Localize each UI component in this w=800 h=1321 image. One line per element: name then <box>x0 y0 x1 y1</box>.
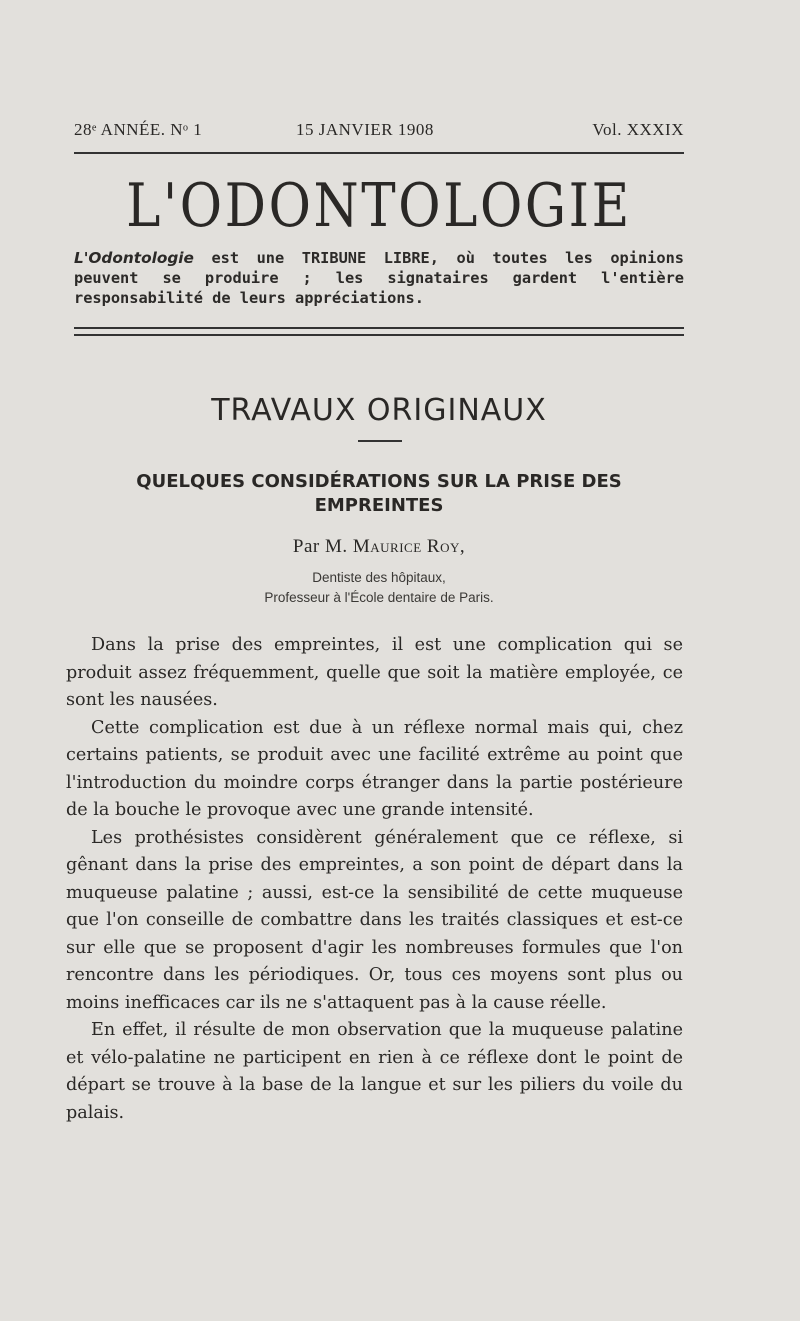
double-rule-divider <box>74 327 684 336</box>
byline-prefix: Par M. <box>292 536 353 557</box>
volume-number: Vol. XXXIX <box>592 120 684 139</box>
tribune-journal-name: L'Odontologie <box>74 249 194 267</box>
article-title: QUELQUES CONSIDÉRATIONS SUR LA PRISE DES EMPREINTES <box>136 471 622 516</box>
section-title: TRAVAUX ORIGINAUX <box>211 393 547 428</box>
article-body <box>66 632 683 1127</box>
section-rule <box>358 440 402 442</box>
byline <box>74 536 684 558</box>
author-affiliations <box>74 568 684 608</box>
issue-date: 15 JANVIER 1908 <box>296 120 434 139</box>
paragraph: Cette complication est due à un réflexe normal mais qui, chez certains patients, se produit avec une facilité extrême au point que l'introduction du moindre corps étranger dans la partie postérieure de la bouche le provoque avec une grande intensité. <box>66 717 683 820</box>
paragraph: En effet, il résulte de mon observation que la muqueuse palatine et vélo-palatine ne participent en rien à ce réflexe dont le point de départ se trouve à la base de la langue et sur les piliers du voile du palais. <box>66 1020 683 1123</box>
affiliation-line-1: Dentiste des hôpitaux, <box>312 570 446 585</box>
tribune-notice <box>74 248 684 308</box>
paragraph: Dans la prise des empreintes, il est une complication qui se produit assez fréquemment, quelle que soit la matière employée, ce sont les nausées. <box>66 635 683 710</box>
header-rule <box>74 152 684 154</box>
running-head <box>74 118 684 146</box>
affiliation-line-2: Professeur à l'École dentaire de Paris. <box>264 590 494 605</box>
paragraph: Les prothésistes considèrent généralement que ce réflexe, si gênant dans la prise des empreintes, a son point de départ dans la muqueuse palatine ; aussi, est-ce la sensibilité de cette muqueuse que l'on conseille de combattre dans les traités classiques et est-ce sur elle que se proposent d'agir les nombreuses formules que l'on rencontre dans les périodiques. Or, tous ces moyens sont plus ou moins inefficaces car ils ne s'attaquent pas à la cause réelle. <box>66 827 683 1013</box>
issue-number: 28ᵉ ANNÉE. Nᵒ 1 <box>74 120 203 139</box>
tribune-text: est une TRIBUNE LIBRE, où toutes les opinions peuvent se produire ; les signataires gardent l'entière responsabilité de leurs appréciations. <box>74 249 684 307</box>
author-name: Maurice Roy, <box>352 536 466 557</box>
journal-title: L'ODONTOLOGIE <box>126 171 632 241</box>
